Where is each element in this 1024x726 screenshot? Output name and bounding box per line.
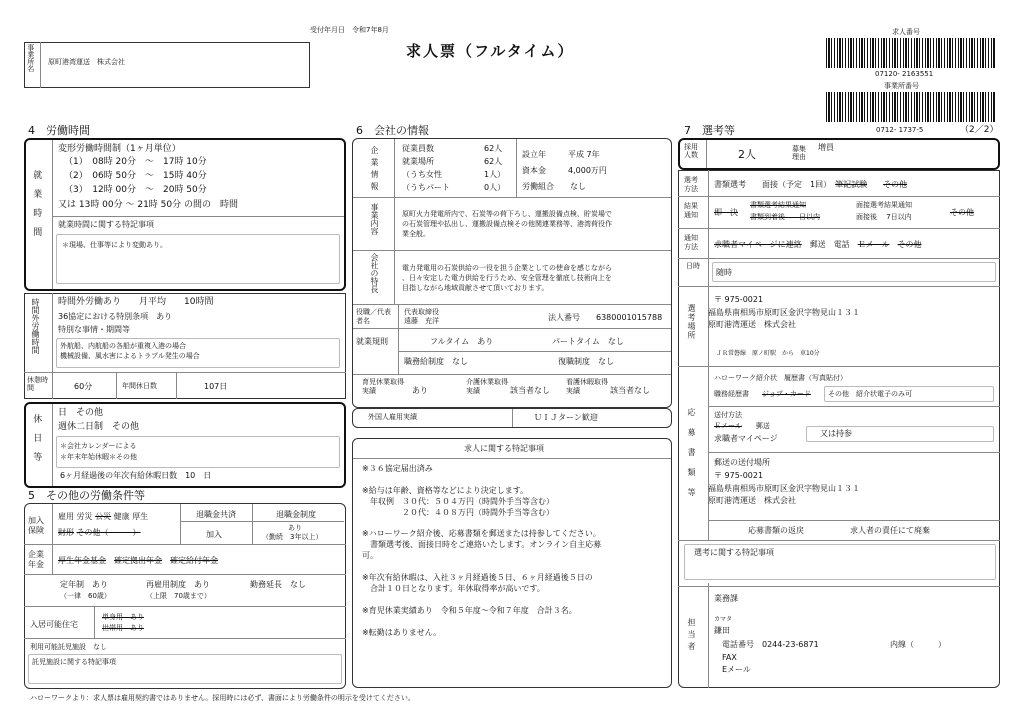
sel-special-label: 選考に関する特記事項 xyxy=(694,548,774,557)
sp-line: ※育児休業実績あり 令和５年度～令和７年度 合計３名。 xyxy=(362,605,577,615)
reinstatement: 復職制度 なし xyxy=(558,357,614,366)
tsuchi-mail: 郵送 xyxy=(809,240,826,249)
reason-label: 募集理由 xyxy=(792,145,806,162)
divider xyxy=(398,304,399,328)
ins-rosai: 労災 xyxy=(76,512,93,521)
contact-tel: 電話番号 0244-23-6871 xyxy=(722,640,819,649)
teinen xyxy=(60,580,108,590)
ins-health: 健康 xyxy=(113,512,130,521)
pension-dc: 確定拠出年金 xyxy=(114,556,162,565)
feature-line-2: 、日々安定した電力供給を行うため、安全管理を徹底し技術向上を xyxy=(402,274,612,282)
rep-label: 役職／代表者名 xyxy=(356,308,391,326)
emp-female-label: （うち女性 xyxy=(402,170,442,179)
extend xyxy=(250,580,306,590)
divider xyxy=(678,228,1000,229)
divider xyxy=(353,374,671,375)
est-value: 平成 7年 xyxy=(568,150,600,159)
tsuchi-phone: 電話 xyxy=(833,240,850,249)
hire-value: 2人 xyxy=(738,148,756,161)
ins-label: 加入保険 xyxy=(28,516,44,535)
feature-line-1: 電力発電用の石炭供給の一役を担う企業としての使命を感じながら xyxy=(402,264,612,272)
sp-line: 年収例 ３０代：５０４万円（時間外手当等含む） xyxy=(362,496,554,506)
notice-interview-1: 面接選考結果通知 xyxy=(856,201,912,209)
emp-site-value: 62人 xyxy=(484,157,503,166)
hours-special-text: ＊現場、仕事等により変動あり。 xyxy=(62,241,167,249)
shift-2: （2） 06時 50分 ～ 15時 40分 xyxy=(64,171,207,181)
ot-line-1: 時間外労働あり 月平均 10時間 xyxy=(58,297,214,307)
divider xyxy=(512,409,513,427)
ins-line-1 xyxy=(58,512,148,522)
contact-label: 担当者 xyxy=(687,618,696,654)
childcare-leave-label: 育児休業取得実績 xyxy=(362,378,404,396)
holiday-2: 週休二日制 その他 xyxy=(58,422,140,432)
office-no-label: 事業所番号 xyxy=(884,82,919,90)
method-interview: 面接（予定 1回） xyxy=(762,180,828,189)
nursing-leave-label: 看護休暇取得実績 xyxy=(566,378,608,396)
divider xyxy=(708,586,709,688)
ot-line-2: 36協定における特別条項 あり xyxy=(58,312,173,321)
section-4-title: 4 労働時間 xyxy=(28,124,90,137)
annual-holiday-value: 107日 xyxy=(204,382,228,391)
divider xyxy=(116,372,117,399)
childcare-note: 託児施設に関する特記事項 xyxy=(32,658,116,666)
emp-site-label: 就業場所 xyxy=(402,157,434,166)
doc-jobcard: ジョブ・カード xyxy=(762,390,811,398)
job-no: 07120- 2163551 xyxy=(875,70,934,78)
work-system: 変形労働時間制（1ヶ月単位） xyxy=(58,144,181,154)
divider xyxy=(708,406,1000,407)
ins-line-2 xyxy=(58,528,141,538)
company-name: 原町港湾運送 株式会社 xyxy=(48,58,125,66)
method-values xyxy=(714,180,907,190)
ot-label: 時間外労働時間 xyxy=(31,298,40,354)
date-field xyxy=(712,262,996,282)
contact-mail: Eメール xyxy=(722,665,751,674)
ot-line-5: 機械設備、風水害によるトラブル発生の場合 xyxy=(60,352,200,360)
care-leave-value: 該当者なし xyxy=(510,386,550,395)
place-access: ＪＲ常磐線 原ノ町駅 から 車10分 xyxy=(716,350,820,357)
ot-line-3: 特別な事情・期間等 xyxy=(58,325,130,334)
sp-line xyxy=(362,562,601,573)
reason-value: 増員 xyxy=(818,143,834,152)
pension-db: 確定給付年金 xyxy=(170,556,218,565)
rep-title: 代表取締役 xyxy=(404,308,439,316)
section-5-title: 5 その他の労働条件等 xyxy=(28,489,145,502)
notice-other: その他 xyxy=(950,208,974,217)
biz-line-3: 業全般。 xyxy=(402,230,430,238)
sp-line: ２０代：４０８万円（時間外手当等含む） xyxy=(362,507,554,517)
union-label: 労働組合 xyxy=(522,182,554,191)
send-email: Ｅメール xyxy=(714,422,742,430)
tsuchi-label: 通知方法 xyxy=(684,234,698,252)
divider xyxy=(678,258,1000,259)
method-doc: 書類選考 xyxy=(714,180,746,189)
hire-box xyxy=(678,138,1000,170)
extend-label: 勤務延長 xyxy=(250,580,282,589)
notice-doc-2: 書類到着後 日以内 xyxy=(750,213,820,221)
page-title: 求人票（フルタイム） xyxy=(406,42,575,60)
sp-line: ※３６協定届出済み xyxy=(362,464,433,473)
ins-kosai: 公災 xyxy=(95,512,112,521)
paid-leave-days: 6ヶ月経過後の年次有給休暇日数 10 日 xyxy=(60,471,212,480)
divider xyxy=(398,351,671,352)
received-label: 受付年月日 xyxy=(310,26,345,34)
ins-welfare: 厚生 xyxy=(132,512,149,521)
contact-fax: FAX xyxy=(722,653,737,662)
shift-3: （3） 12時 00分 ～ 20時 50分 xyxy=(64,185,207,195)
return-label: 応募書類の返戻 xyxy=(748,526,804,535)
divider xyxy=(678,586,1000,587)
divider xyxy=(180,504,181,544)
divider xyxy=(708,452,1000,453)
shift-or: 又は 13時 00分 ～ 21時 50分 の間の 時間 xyxy=(58,200,238,210)
notice-immediate: 即 決 xyxy=(714,208,738,217)
divider xyxy=(176,372,177,399)
divider xyxy=(678,286,1000,287)
housing-single: 単身用 あり xyxy=(102,613,144,621)
tsuchi-other: その他 xyxy=(897,240,922,249)
retire-system-label: 退職金制度 xyxy=(276,510,316,519)
job-special-text xyxy=(362,464,601,639)
contact-ext: 内線（ ） xyxy=(890,640,946,649)
sp-line: 合計１０日となります。年休取得率が高いです。 xyxy=(362,583,545,593)
tsuchi-values xyxy=(714,240,922,250)
page-indicator: （2／2） xyxy=(960,125,999,135)
date-value: 随時 xyxy=(716,268,732,277)
emp-all-label: 従業員数 xyxy=(402,144,434,153)
apply-label: 応募書類等 xyxy=(687,408,696,508)
capital-label: 資本金 xyxy=(522,166,546,175)
biz-line-1: 原町火力発電所内で、石炭等の荷下ろし、運搬設備点検、貯炭場で xyxy=(402,210,612,218)
shift-1: （1） 08時 20分 ～ 17時 10分 xyxy=(64,157,207,167)
corp-no: 6380001015788 xyxy=(596,313,663,322)
return-value: 求人者の責任にて廃棄 xyxy=(850,526,930,535)
place-zip: 〒 975-0021 xyxy=(714,295,764,304)
holiday-1: 日 その他 xyxy=(58,408,104,418)
divider xyxy=(353,250,671,251)
divider xyxy=(252,504,253,544)
tsuchi-mypage: 求職者マイページに連絡 xyxy=(714,240,802,249)
sp-line xyxy=(362,475,601,486)
rehire-sub: （上限 70歳まで） xyxy=(146,592,211,600)
send-label: 送付方法 xyxy=(714,411,742,419)
corp-no-label: 法人番号 xyxy=(548,313,580,322)
sp-line xyxy=(362,595,601,606)
divider xyxy=(24,574,346,575)
retire-system-value: あり xyxy=(288,524,302,532)
ins-zaikei: 財形 xyxy=(58,528,74,537)
sp-line: ※ハローワーク紹介後、応募書類を郵送または持参してください。 xyxy=(362,529,601,539)
send-bring: 又は持参 xyxy=(820,429,852,438)
est-label: 設立年 xyxy=(522,150,546,159)
divider xyxy=(24,544,346,545)
job-barcode xyxy=(826,38,996,68)
dest-label: 郵送の送付場所 xyxy=(714,458,770,467)
pension-kikin: 厚生年金基金 xyxy=(58,556,106,565)
notice-doc-1: 書類選考結果通知 xyxy=(750,201,806,209)
sp-line: 可。 xyxy=(362,551,378,561)
office-no: 0712- 1737-5 xyxy=(876,126,924,134)
biz-label: 事業内容 xyxy=(370,203,379,235)
divider xyxy=(706,140,707,168)
pension-values xyxy=(58,556,218,566)
capital-value: 4,000万円 xyxy=(568,166,607,175)
ins-employment: 雇用 xyxy=(58,512,74,521)
date-label: 日時 xyxy=(686,262,700,270)
notice-interview-2: 面接後 7日以内 xyxy=(856,213,912,221)
sp-line: ※年次有給休暇は、入社３ヶ月経過後５日、６ヶ月経過後５日の xyxy=(362,573,593,583)
divider xyxy=(708,520,1000,521)
hours-special-label: 就業時間に関する特記事項 xyxy=(58,220,154,229)
ot-line-4: 外航船、内航船の各船が重複入港の場合 xyxy=(60,342,186,350)
received-value: 令和7年8月 xyxy=(352,26,389,34)
divider xyxy=(394,139,395,304)
position-pay: 職務給制度 なし xyxy=(404,357,468,366)
divider xyxy=(52,504,53,544)
method-written: 筆記試験 xyxy=(835,180,868,189)
method-other: その他 xyxy=(883,180,908,189)
divider xyxy=(678,366,1000,367)
housing-family: 世帯用 あり xyxy=(102,624,144,632)
contact-kana: カマタ xyxy=(714,616,733,623)
received-date xyxy=(310,26,389,35)
rules-parttime: パートタイム なし xyxy=(552,337,624,346)
emp-female-value: 1人） xyxy=(484,170,506,179)
doc-career: 職務経歴書 xyxy=(714,390,749,398)
union-value: なし xyxy=(570,182,586,191)
divider xyxy=(24,606,346,607)
divider xyxy=(353,197,671,198)
childcare-leave-value: あり xyxy=(412,386,428,395)
feature-label: 会社の特長 xyxy=(370,253,379,293)
sp-line xyxy=(362,519,601,530)
job-special-title: 求人に関する特記事項 xyxy=(464,444,544,453)
doc-other: その他 紹介状電子のみ可 xyxy=(828,390,912,398)
divider xyxy=(353,458,671,459)
divider xyxy=(52,544,53,574)
sp-line: 書類選考後、面接日時をご連絡いたします。オンライン自主応募 xyxy=(362,540,602,550)
divider xyxy=(52,216,344,217)
retire-kyosai-value: 加入 xyxy=(206,530,222,539)
method-label: 選考方法 xyxy=(684,176,698,194)
divider xyxy=(24,638,346,639)
dest-address: 福島県南相馬市原町区金沢字物見山１３１ xyxy=(708,484,860,493)
biz-line-2: の石炭管理や払出し、運搬設備点検その他関連業務等、港湾荷役作 xyxy=(402,220,612,228)
divider xyxy=(180,521,344,522)
dest-company: 原町港湾運送 株式会社 xyxy=(708,496,796,505)
notice-label: 結果通知 xyxy=(684,202,698,220)
pension-label: 企業年金 xyxy=(28,550,44,569)
office-barcode xyxy=(826,92,996,122)
divider xyxy=(94,606,95,638)
dest-zip: 〒 975-0021 xyxy=(714,471,764,480)
hire-label: 採用人数 xyxy=(684,143,698,160)
sp-line: ※給与は年齢、資格等などにより決定します。 xyxy=(362,485,529,495)
divider xyxy=(52,293,53,399)
care-leave-label: 介護休業取得実績 xyxy=(466,378,508,396)
divider xyxy=(52,404,53,486)
emp-part-label: （うちパート xyxy=(402,183,450,192)
holiday-3: ＊会社カレンダーによる xyxy=(60,442,137,450)
divider xyxy=(678,196,1000,197)
divider xyxy=(40,42,41,88)
sp-line xyxy=(362,617,601,628)
footer-note: ハローワークより：求人票は雇用契約書ではありません。採用時には必ず、書面により労働条件の明示を受けてください。 xyxy=(30,694,415,702)
rep-name: 遠藤 充洋 xyxy=(404,317,439,325)
section-7-title: 7 選考等 xyxy=(684,124,735,137)
break-label: 休憩時間 xyxy=(27,376,48,393)
contact-person: 鎌田 xyxy=(714,626,730,635)
teinen-label: 定年制 xyxy=(60,580,84,589)
tsuchi-email: Ｅメール xyxy=(857,240,890,249)
housing-label: 入居可能住宅 xyxy=(30,620,78,629)
ins-other: その他（ ） xyxy=(76,528,141,537)
divider xyxy=(24,372,346,373)
divider xyxy=(353,304,671,305)
holiday-label: 休日等 xyxy=(31,414,42,471)
place-company: 原町港湾運送 株式会社 xyxy=(708,320,796,329)
send-mail: 郵送 xyxy=(755,422,770,430)
retire-system-sub: （勤続 3年以上） xyxy=(262,533,323,541)
rules-fulltime: フルタイム あり xyxy=(430,337,494,346)
emp-part-value: 0人） xyxy=(484,183,506,192)
divider xyxy=(52,140,53,289)
send-mypage: 求職者マイページ xyxy=(714,434,778,443)
company-info-box xyxy=(352,138,672,408)
holiday-4: ＊年末年始休暇＊その他 xyxy=(60,453,137,461)
shugyo-label: 就業時間 xyxy=(31,170,42,246)
foreign-hire: 外国人雇用実績 xyxy=(368,413,417,421)
rehire xyxy=(146,580,210,590)
company-info-label: 企業情報 xyxy=(370,146,379,194)
sp-line: ※転勤はありません。 xyxy=(362,627,442,637)
contact-dept: 業務課 xyxy=(714,594,738,603)
childcare: 利用可能託児施設 なし xyxy=(30,643,107,651)
divider xyxy=(353,328,671,329)
rehire-value: あり xyxy=(194,580,210,589)
company-label: 事業所名 xyxy=(26,44,35,72)
teinen-sub: （一律 60歳） xyxy=(60,592,111,600)
emp-all xyxy=(402,144,434,154)
break-value: 60分 xyxy=(74,382,93,391)
job-no-label: 求人番号 xyxy=(892,28,920,36)
uij-turn: ＵＩＪターン歓迎 xyxy=(534,413,598,422)
holiday-note-field xyxy=(56,436,340,468)
divider xyxy=(516,139,517,197)
retire-kyosai-label: 退職金共済 xyxy=(196,510,236,519)
nursing-leave-value: 該当者なし xyxy=(610,386,650,395)
extend-value: なし xyxy=(290,580,306,589)
section-6-title: 6 会社の情報 xyxy=(356,124,429,137)
place-label: 選考場所 xyxy=(687,304,696,340)
annual-holiday-label: 年間休日数 xyxy=(122,382,157,390)
doc-line-1: ハローワーク紹介状 履歴書（写真貼付） xyxy=(714,374,847,382)
emp-all-value: 62人 xyxy=(484,144,503,153)
rules-label: 就業規則 xyxy=(356,337,388,346)
feature-line-3: 目指しながら地域貢献させて頂いております。 xyxy=(402,284,549,292)
rehire-label: 再雇用制度 xyxy=(146,580,186,589)
place-address: 福島県南相馬市原町区金沢字物見山１３１ xyxy=(708,308,860,317)
teinen-value: あり xyxy=(92,580,108,589)
